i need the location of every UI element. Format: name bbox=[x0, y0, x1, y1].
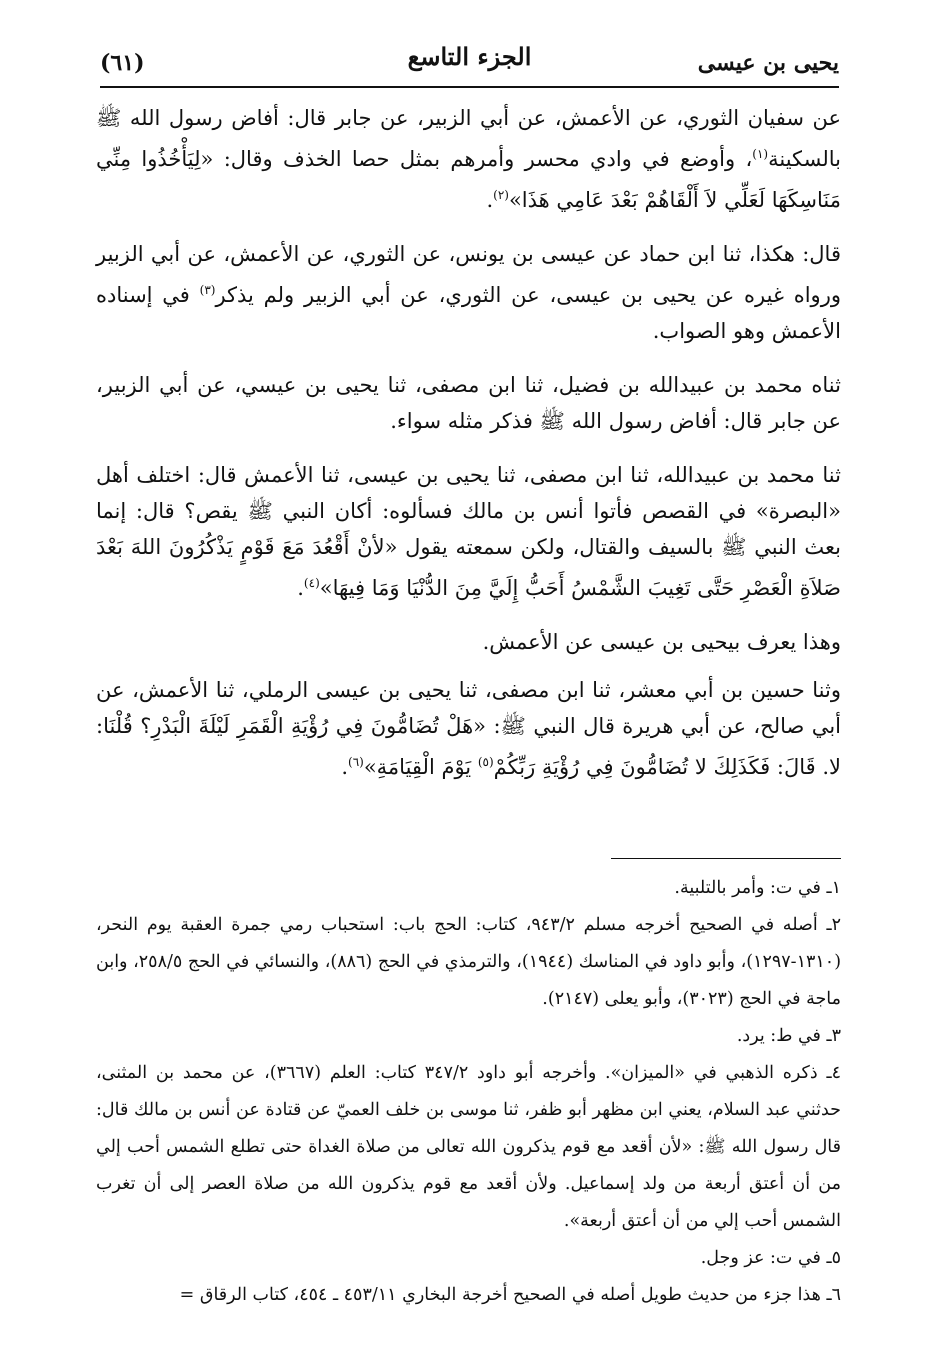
footnote-ref: (٢) bbox=[493, 188, 509, 202]
paragraph-2 bbox=[96, 236, 841, 349]
main-text bbox=[96, 100, 841, 803]
paragraph-text: ، وأوضع في وادي محسر وأمرهم بمثل حصا الخذف وقال: «لِيَأْخُذُوا مِنِّي مَنَاسِكَهَا لَعَلِّي لاَ أَلْقَاهُمْ بَعْدَ عَامِي هَذَا» bbox=[96, 147, 841, 212]
footnote-4: ٤ـ ذكره الذهبي في «الميزان». وأخرجه أبو داود ٣٤٧/٢ كتاب: العلم (٣٦٦٧)، عن محمد بن المثنى، حدثني عبد السلام، يعني ابن مظهر أبو ظفر، ثنا موسى بن خلف العميّ عن قتادة عن أنس بن مالك قال: قال رسول الله ﷺ: «لأن أقعد مع قوم يذكرون الله تعالى من صلاة الغداة حتى تطلع الشمس أحب إلي من أن أعتق أربعة من ولد إسماعيل. ولأن أقعد مع قوم يذكرون الله من صلاة العصر إلى أن تغرب الشمس أحب إلي من أن أعتق أربعة». bbox=[96, 1063, 841, 1231]
paragraph-text: قال: هكذا، ثنا ابن حماد عن عيسى بن يونس، عن الثوري، عن الأعمش، عن أبي الزبير ورواه غيره عن يحيى بن عيسى، عن الثوري، عن أبي الزبير ولم يذكر bbox=[96, 242, 841, 307]
paragraph-4 bbox=[96, 457, 841, 606]
running-head-volume: الجزء التاسع bbox=[407, 42, 532, 71]
paragraph-text: وثنا حسين بن أبي معشر، ثنا ابن مصفى، ثنا يحيى بن عيسى الرملي، ثنا الأعمش، عن أبي صالح، عن أبي هريرة قال النبي ﷺ: «هَلْ تُضَامُّونَ فِي رُؤْيَةِ الْقَمَرِ لَيْلَةَ الْبَدْرِ؟ قُلْنَا: لا. قَالَ: فَكَذَلِكَ لا تُضَامُّونَ فِي رُؤْيَةِ رَبِّكُمْ bbox=[96, 678, 841, 779]
footnote-ref: (٥) bbox=[477, 755, 494, 769]
paragraph-text: . bbox=[297, 576, 304, 600]
paragraph-text: عن سفيان الثوري، عن الأعمش، عن أبي الزبير، عن جابر قال: أفاض رسول الله ﷺ بالسكينة bbox=[96, 106, 841, 171]
running-head-title: يحيى بن عيسى bbox=[697, 50, 839, 76]
paragraph-3 bbox=[96, 367, 841, 439]
paragraph-text: . bbox=[341, 755, 348, 779]
footnotes bbox=[96, 870, 841, 1314]
paragraph-text: وهذا يعرف بيحيى بن عيسى عن الأعمش. bbox=[482, 630, 841, 654]
paragraph-text: في إسناده الأعمش وهو الصواب. bbox=[96, 283, 841, 343]
footnote-1: ١ـ في ت: وأمر بالتلبية. bbox=[674, 878, 841, 898]
paragraph-text: يَوْمَ الْقِيَامَةِ» bbox=[363, 755, 478, 779]
paragraph-text: ثناه محمد بن عبيدالله بن فضيل، ثنا ابن مصفى، ثنا يحيى بن عيسي، عن أبي الزبير، عن جابر قال: أفاض رسول الله ﷺ فذكر مثله سواء. bbox=[96, 373, 841, 433]
footnote-ref: (٣) bbox=[199, 283, 216, 297]
paragraph-5 bbox=[96, 624, 841, 660]
footnote-ref: (٦) bbox=[348, 755, 364, 769]
paragraph-1 bbox=[96, 100, 841, 218]
footnote-2: ٢ـ أصله في الصحيح أخرجه مسلم ٩٤٣/٢، كتاب: الحج باب: استحباب رمي جمرة العقبة يوم النحر، (١٣١٠-١٢٩٧)، وأبو داود في المناسك (١٩٤٤)، والترمذي في الحج (٨٨٦)، والنسائي في الحج ٢٥٨/٥، وابن ماجة في الحج (٣٠٢٣)، وأبو يعلى (٢١٤٧). bbox=[96, 915, 842, 1009]
footnote-ref: (١) bbox=[752, 147, 769, 161]
paragraph-text: . bbox=[486, 188, 494, 212]
footnote-ref: (٤) bbox=[303, 576, 320, 590]
footnote-6: ٦ـ هذا جزء من حديث طويل أصله في الصحيح أخرجة البخاري ٤٥٣/١١ ـ ٤٥٤، كتاب الرقاق = bbox=[179, 1285, 841, 1305]
paragraph-text: ثنا محمد بن عبيدالله، ثنا ابن مصفى، ثنا يحيى بن عيسى، ثنا الأعمش قال: اختلف أهل «البصرة» في القصص فأتوا أنس بن مالك فسألوه: أكان النبي ﷺ يقص؟ قال: إنما بعث النبي ﷺ بالسيف والقتال، ولكن سمعته يقول «لأنْ أَقْعُدَ مَعَ قَوْمٍ يَذْكُرُونَ اللهَ بَعْدَ صَلاَةِ الْعَصْرِ حَتَّى تَغِيبَ الشَّمْسُ أَحَبُّ إِلَيَّ مِنَ الدُّنْيَا وَمَا فِيهَا» bbox=[96, 463, 841, 600]
footnote-separator bbox=[611, 858, 841, 859]
footnote-3: ٣ـ في ط: يرد. bbox=[736, 1026, 841, 1046]
page-header bbox=[100, 38, 839, 88]
paragraph-6 bbox=[96, 672, 841, 785]
footnote-5: ٥ـ في ت: عز وجل. bbox=[700, 1248, 841, 1268]
page-number: (٦١) bbox=[100, 50, 145, 76]
